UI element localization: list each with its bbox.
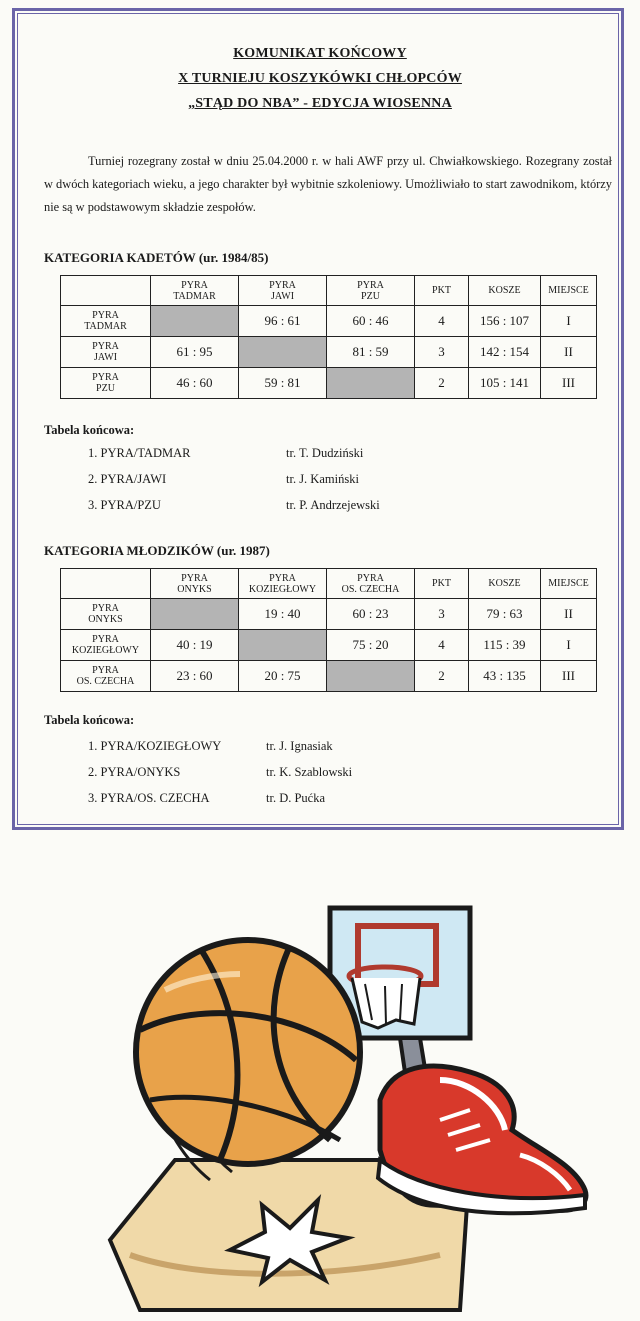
result-cell: 19 : 40 — [239, 599, 327, 630]
col-header-pkt: PKT — [415, 569, 469, 599]
col-header-kosze: KOSZE — [469, 569, 541, 599]
corner-cell — [61, 276, 151, 306]
corner-cell — [61, 569, 151, 599]
final-team: 2. PYRA/ONYKS — [88, 765, 181, 779]
row-header-team: PYRA JAWI — [61, 337, 151, 368]
miejsce-cell: I — [541, 306, 597, 337]
kosze-cell: 156 : 107 — [469, 306, 541, 337]
intro-paragraph — [44, 150, 612, 219]
final-team: 2. PYRA/JAWI — [88, 472, 167, 486]
result-cell: 60 : 23 — [327, 599, 415, 630]
col-header-miejsce: MIEJSCE — [541, 569, 597, 599]
final-coach: tr. K. Szablowski — [266, 765, 353, 779]
result-cell: 40 : 19 — [151, 630, 239, 661]
table-row — [61, 661, 597, 692]
result-cell: 20 : 75 — [239, 661, 327, 692]
table-header-row — [61, 276, 597, 306]
col-header-kosze: KOSZE — [469, 276, 541, 306]
kadeci-final-title: Tabela końcowa: — [44, 423, 135, 437]
final-team: 3. PYRA/PZU — [88, 498, 161, 512]
row-header-team: PYRA TADMAR — [61, 306, 151, 337]
kosze-cell: 142 : 154 — [469, 337, 541, 368]
col-header-team: PYRA PZU — [327, 276, 415, 306]
col-header-team: PYRA JAWI — [239, 276, 327, 306]
basketball-hoop-sneaker-icon — [0, 860, 640, 1321]
title-line-1: KOMUNIKAT KOŃCOWY — [233, 46, 407, 61]
title-line-3: „STĄD DO NBA” - EDYCJA WIOSENNA — [188, 96, 452, 111]
self-match-cell — [327, 368, 415, 399]
pkt-cell: 2 — [415, 368, 469, 399]
col-header-team: PYRA OS. CZECHA — [327, 569, 415, 599]
pkt-cell: 4 — [415, 630, 469, 661]
col-header-pkt: PKT — [415, 276, 469, 306]
intro-text: Turniej rozegrany został w dniu 25.04.2000 r. w hali AWF przy ul. Chwiałkowskiego. Rozegrany został w dwóch kategoriach wieku, a jego charakter był wybitnie szkoleniowy. Umożliwiało to start zawodnikom, którzy nie są w podstawowym składzie zespołów. — [44, 154, 612, 214]
self-match-cell — [239, 630, 327, 661]
col-header-miejsce: MIEJSCE — [541, 276, 597, 306]
table-row — [61, 368, 597, 399]
result-cell: 96 : 61 — [239, 306, 327, 337]
final-team: 3. PYRA/OS. CZECHA — [88, 791, 210, 805]
miejsce-cell: I — [541, 630, 597, 661]
row-header-team: PYRA PZU — [61, 368, 151, 399]
result-cell: 46 : 60 — [151, 368, 239, 399]
result-cell: 59 : 81 — [239, 368, 327, 399]
row-header-team: PYRA KOZIEGŁOWY — [61, 630, 151, 661]
pkt-cell: 3 — [415, 337, 469, 368]
self-match-cell — [151, 599, 239, 630]
pkt-cell: 3 — [415, 599, 469, 630]
miejsce-cell: III — [541, 661, 597, 692]
row-header-team: PYRA OS. CZECHA — [61, 661, 151, 692]
self-match-cell — [327, 661, 415, 692]
final-coach: tr. T. Dudziński — [286, 446, 364, 460]
title-line-2: X TURNIEJU KOSZYKÓWKI CHŁOPCÓW — [178, 71, 462, 86]
kadeci-title: KATEGORIA KADETÓW (ur. 1984/85) — [44, 250, 269, 265]
self-match-cell — [239, 337, 327, 368]
result-cell: 75 : 20 — [327, 630, 415, 661]
document-frame — [12, 8, 624, 830]
table-header-row — [61, 569, 597, 599]
table-row — [61, 337, 597, 368]
miejsce-cell: III — [541, 368, 597, 399]
kosze-cell: 115 : 39 — [469, 630, 541, 661]
kosze-cell: 105 : 141 — [469, 368, 541, 399]
miejsce-cell: II — [541, 337, 597, 368]
mlodzicy-table — [60, 568, 597, 692]
result-cell: 60 : 46 — [327, 306, 415, 337]
mlodzicy-final-title: Tabela końcowa: — [44, 713, 135, 727]
miejsce-cell: II — [541, 599, 597, 630]
mlodzicy-title: KATEGORIA MŁODZIKÓW (ur. 1987) — [44, 543, 270, 558]
result-cell: 23 : 60 — [151, 661, 239, 692]
final-coach: tr. J. Kamiński — [286, 472, 359, 486]
table-row — [61, 599, 597, 630]
pkt-cell: 4 — [415, 306, 469, 337]
result-cell: 81 : 59 — [327, 337, 415, 368]
self-match-cell — [151, 306, 239, 337]
table-row — [61, 630, 597, 661]
kosze-cell: 79 : 63 — [469, 599, 541, 630]
kosze-cell: 43 : 135 — [469, 661, 541, 692]
final-team: 1. PYRA/TADMAR — [88, 446, 191, 460]
header — [0, 46, 640, 121]
result-cell: 61 : 95 — [151, 337, 239, 368]
table-row — [61, 306, 597, 337]
col-header-team: PYRA TADMAR — [151, 276, 239, 306]
final-team: 1. PYRA/KOZIEGŁOWY — [88, 739, 222, 753]
final-coach: tr. D. Pućka — [266, 791, 326, 805]
kadeci-table — [60, 275, 597, 399]
pkt-cell: 2 — [415, 661, 469, 692]
final-coach: tr. P. Andrzejewski — [286, 498, 380, 512]
col-header-team: PYRA KOZIEGŁOWY — [239, 569, 327, 599]
col-header-team: PYRA ONYKS — [151, 569, 239, 599]
final-coach: tr. J. Ignasiak — [266, 739, 333, 753]
row-header-team: PYRA ONYKS — [61, 599, 151, 630]
